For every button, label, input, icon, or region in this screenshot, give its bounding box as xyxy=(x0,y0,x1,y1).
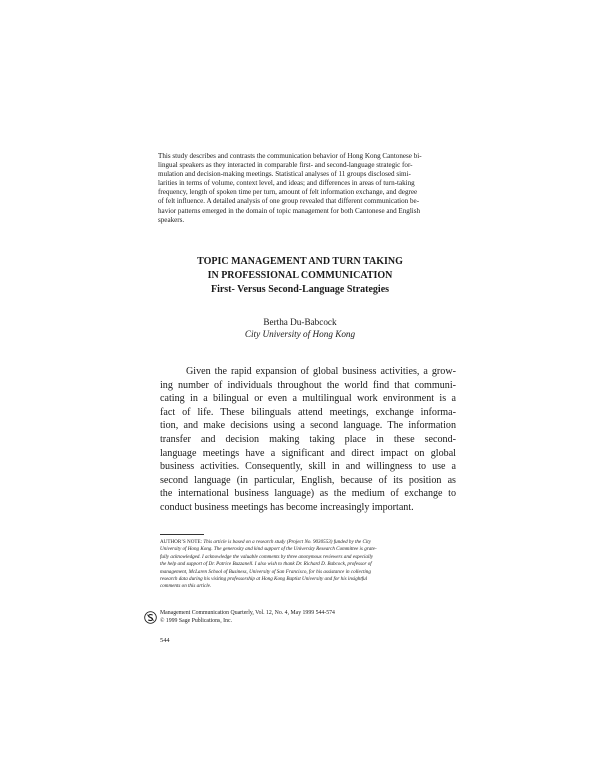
footnote-divider xyxy=(160,534,204,535)
body-paragraph xyxy=(160,365,456,515)
author-affiliation: City University of Hong Kong xyxy=(244,329,356,339)
authors-note-line: University of Hong Kong. The generosity and kind support of the University Research Committee is grate- xyxy=(160,546,377,553)
abstract-line: larities in terms of volume, context level, and ideas; and differences in areas of turn-taking xyxy=(158,179,415,188)
body-line: transfer and decision making taking place in these second- xyxy=(160,433,456,445)
body-line: second language (in particular, English, because of its position as xyxy=(160,474,456,486)
body-line: ing number of individuals throughout the world find that communi- xyxy=(160,379,456,391)
abstract-line: speakers. xyxy=(158,215,185,224)
authors-note-line: research data during his visiting professorship at Hong Kong Baptist University and for his insightful xyxy=(160,576,368,583)
copyright-notice: © 1999 Sage Publications, Inc. xyxy=(160,617,233,624)
page-number: 544 xyxy=(160,637,170,644)
abstract xyxy=(158,152,456,225)
body-line: cating in a bilingual or even a multilingual work environment is a xyxy=(160,393,456,405)
body-line: fact of life. These bilinguals attend meetings, exchange informa- xyxy=(160,406,456,418)
body-line: tion, and make decisions using a second language. The information xyxy=(160,420,456,432)
abstract-line: lingual speakers as they interacted in comparable first- and second-language strategic for- xyxy=(158,161,413,170)
abstract-line: of felt influence. A detailed analysis of one group revealed that different communication be- xyxy=(158,197,420,206)
abstract-line: This study describes and contrasts the communication behavior of Hong Kong Cantonese bi- xyxy=(158,152,422,160)
authors-note-line: the help and support of Dr. Patrice Buzzanell. I also wish to thank Dr. Richard D. Babcock, professor of xyxy=(160,561,372,568)
sage-logo-icon xyxy=(144,611,157,624)
title-line-2: IN PROFESSIONAL COMMUNICATION xyxy=(207,270,393,281)
author-block xyxy=(150,316,450,340)
body-line: conduct business meetings has become increasingly important. xyxy=(160,501,414,513)
abstract-line: mulation and decision-making meetings. Statistical analyses of 11 groups disclosed simi- xyxy=(158,170,411,179)
body-line: business activities. Consequently, skill in and willingness to use a xyxy=(160,461,456,473)
title-line-1: TOPIC MANAGEMENT AND TURN TAKING xyxy=(197,256,403,267)
authors-note-line: fully acknowledged. I acknowledge the valuable comments by three anonymous reviewers and especially xyxy=(160,553,374,560)
authors-note-label: AUTHOR’S NOTE: xyxy=(160,539,203,545)
abstract-line: havior patterns emerged in the domain of topic management for both Cantonese and English xyxy=(158,206,421,215)
body-line: the international business language) as the medium of exchange to xyxy=(160,488,456,500)
article-subtitle: First- Versus Second-Language Strategies xyxy=(210,284,390,295)
body-line: Given the rapid expansion of global business activities, a grow- xyxy=(186,366,456,377)
body-line: language meetings have a significant and direct impact on global xyxy=(160,447,456,459)
authors-note-line: management, McLaren School of Business, University of San Francisco, for his assistance in collecting xyxy=(160,568,371,575)
article-title xyxy=(150,255,450,297)
authors-note-text: This article is based on a research study (Project No. 9030553) funded by the City xyxy=(203,539,371,545)
abstract-line: frequency, length of spoken time per turn, amount of felt information exchange, and degree xyxy=(158,188,418,197)
author-name: Bertha Du-Babcock xyxy=(263,317,337,327)
authors-note-line: comments on this article. xyxy=(160,583,212,590)
publication-info xyxy=(160,610,420,625)
journal-citation: Management Communication Quarterly, Vol. 12, No. 4, May 1999 544-574 xyxy=(160,610,335,616)
authors-note xyxy=(160,539,458,591)
